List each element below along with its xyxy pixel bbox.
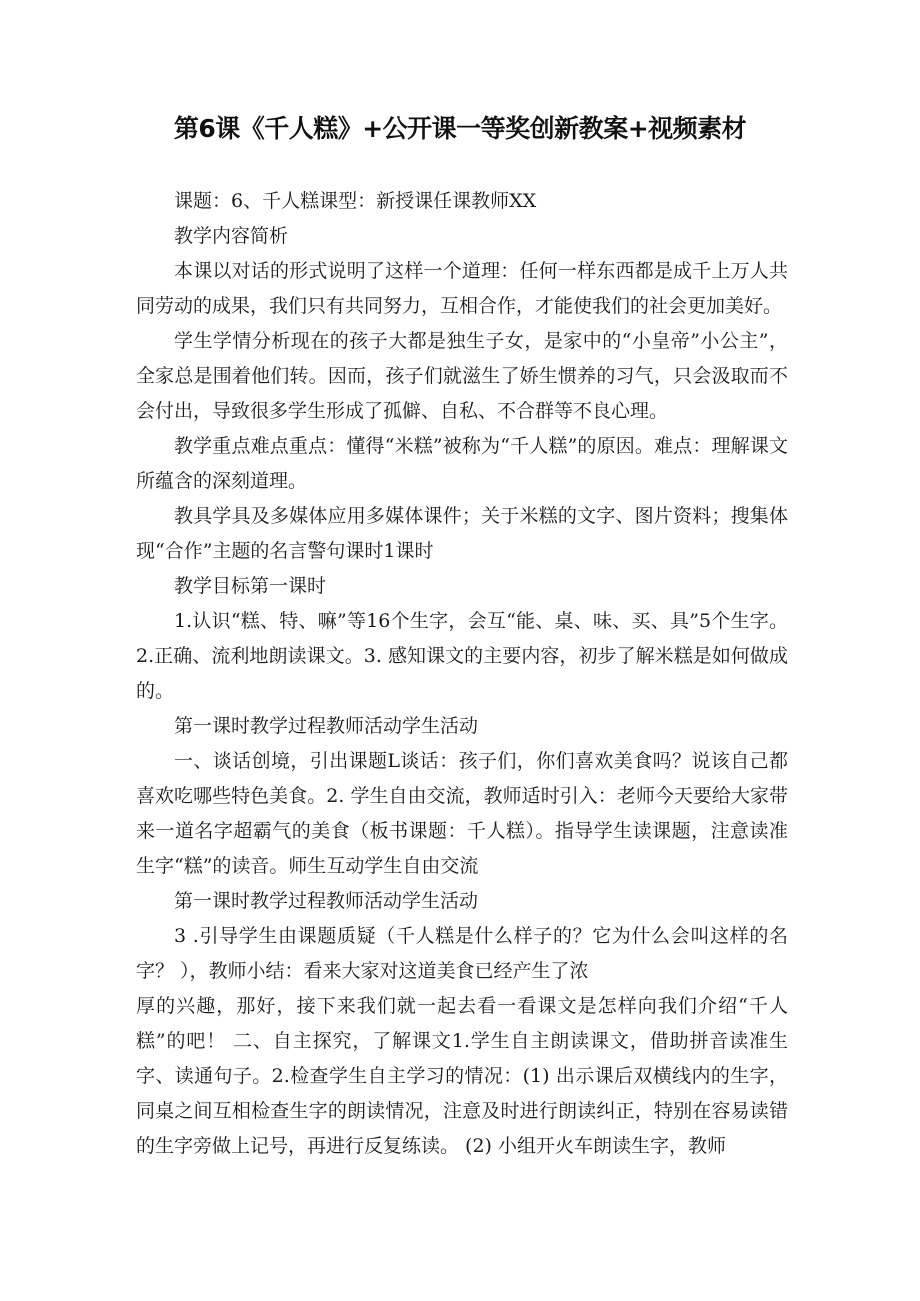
- paragraph-content-heading: 教学内容简析: [174, 225, 289, 247]
- paragraph-student-analysis: 学生学情分析现在的孩子大都是独生子女，是家中的“小皇帝”小公主”，全家总是围着他们转。因而，孩子们就滋生了娇生惯养的习气，只会汲取而不会付出，导致很多学生形成了孤僻、自私、不合群等不良心理。: [136, 330, 788, 422]
- document-title: 第6课《千人糕》+公开课一等奖创新教案+视频素材: [173, 114, 747, 143]
- paragraph-process-heading-1: 第一课时教学过程教师活动学生活动: [174, 715, 479, 737]
- paragraph-lesson-info: 课题：6、千人糕课型：新授课任课教师XX: [174, 190, 537, 212]
- paragraph-objectives-heading: 教学目标第一课时: [174, 575, 327, 597]
- paragraph-key-points: 教学重点难点重点：懂得“米糕”被称为“千人糕”的原因。难点：理解课文所蕴含的深刻道理。: [136, 435, 788, 492]
- paragraph-teaching-aids: 教具学具及多媒体应用多媒体课件；关于米糕的文字、图片资料；搜集体现“合作”主题的名言警句课时1课时: [136, 505, 788, 562]
- document-body: [136, 184, 788, 1164]
- paragraph-content-summary: 本课以对话的形式说明了这样一个道理：任何一样东西都是成千上万人共同劳动的成果，我们只有共同努力，互相合作，才能使我们的社会更加美好。: [136, 260, 788, 317]
- paragraph-step-two: 厚的兴趣，那好，接下来我们就一起去看一看课文是怎样向我们介绍“千人糕”的吧！ 二、自主探究，了解课文1.学生自主朗读课文，借助拼音读准生字、读通句子。2.检查学生自主学习的情况：(1) 出示课后双横线内的生字，同桌之间互相检查生字的朗读情况，注意及时进行朗读纠正，特别在容易读错的生字旁做上记号，再进行反复练读。 (2) 小组开火车朗读生字，教师: [136, 995, 788, 1157]
- paragraph-step-one: 一、谈话创境，引出课题L谈话：孩子们，你们喜欢美食吗？说该自己都喜欢吃哪些特色美食。2. 学生自由交流，教师适时引入：老师今天要给大家带来一道名字超霸气的美食（板书课题：千人糕）。指导学生读课题，注意读准生字“糕”的读音。师生互动学生自由交流: [136, 750, 788, 877]
- paragraph-step-three: 3 .引导学生由课题质疑（千人糕是什么样子的？它为什么会叫这样的名字？ ），教师小结：看来大家对这道美食已经产生了浓: [136, 925, 788, 982]
- paragraph-process-heading-2: 第一课时教学过程教师活动学生活动: [174, 890, 479, 912]
- paragraph-objectives: 1.认识“糕、特、嘛”等16个生字，会互“能、桌、味、买、具”5个生字。2.正确、流利地朗读课文。3. 感知课文的主要内容，初步了解米糕是如何做成的。: [136, 610, 788, 702]
